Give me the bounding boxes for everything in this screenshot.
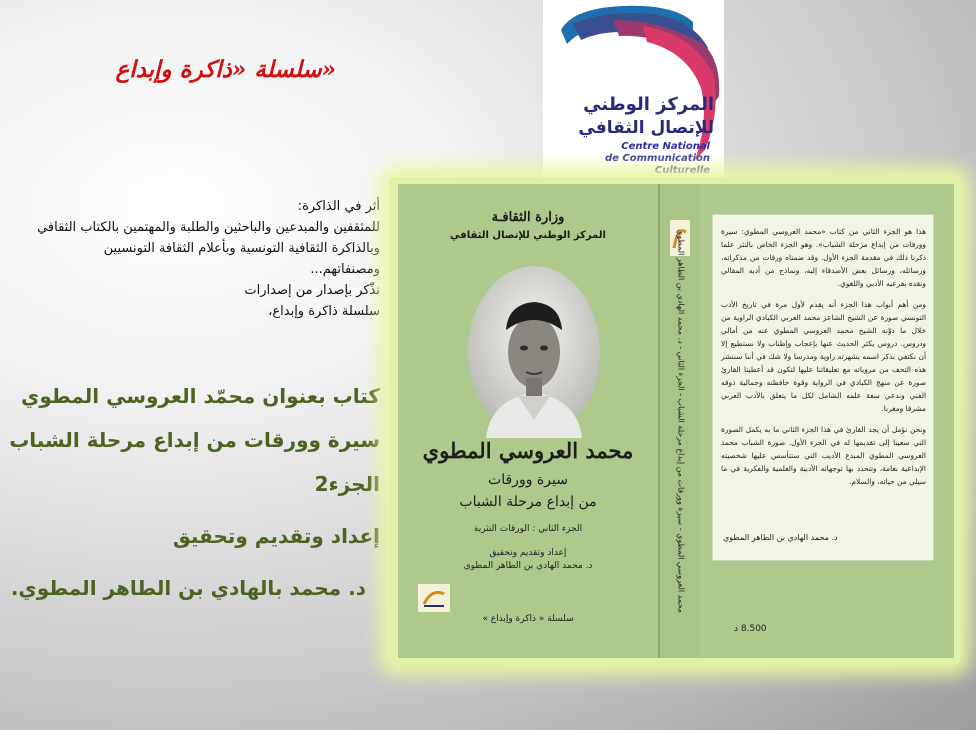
- description-line: ومصنفاتهم...: [310, 262, 380, 277]
- cover-editing-2: د. محمد الهادي بن الطاهر المطوي: [463, 561, 593, 571]
- cover-subtitle-2: من إبداع مرحلة الشباب: [459, 494, 597, 510]
- book-spine: [658, 184, 704, 658]
- logo-french-line2: de Communication: [604, 153, 710, 164]
- logo-arabic-line1: المركز الوطني: [583, 94, 714, 115]
- publisher-logo-icon: [418, 584, 450, 612]
- book-cover-image: [398, 184, 954, 658]
- book-author-line: د. محمد بالهادي بن الطاهر المطوي.: [10, 576, 366, 600]
- description-line: أثر في الذاكرة:: [297, 199, 380, 214]
- back-text-panel: [712, 214, 934, 561]
- series-title: سلسلة «ذاكرة وإبداع»: [115, 56, 336, 83]
- description-line: سلسلة ذاكرة وإبداع،: [268, 304, 380, 319]
- logo-french-line1: Centre National: [621, 141, 710, 152]
- back-signature: د. محمد الهادي بن الطاهر المطوي: [723, 533, 838, 542]
- back-paragraph: ومن أهم أبواب هذا الجزء أنه يقدم لأول مرة في تاريخ الأدب التونسي صورة عن الشيخ الشاعر محمد العربي الكبادي الراوية من خلال ما دوّنه الشيخ محمد العروسي المطوي عنه من أمالي ودروس. دروس يكثر الحديث عنها بإعجاب وإطناب ولا نستطيع إلا أن نكتفي بذكر اسمه بشهرته راوية ومدرسا ولا شك في أننا سننشر هذه التحف من مروياته مع تعليقاتنا عليها لتكون قد أعطينا القارئ صورة عن منهج الكبادي في الرواية وقوة حافظته وجمالية ذوقه الفني وندعي سعة علمه الشامل لكل ما يتعلق بالأدب العربي مشرقا ومغربا.: [721, 300, 926, 413]
- book-part-line: الجزء2: [314, 472, 380, 496]
- back-paragraph: هذا هو الجزء الثاني من كتاب «محمد العروسي المطوي: سيرة وورقات من إبداع مرحلة الشباب». وهو الجزء الخاص بالنثر علما ذكرنا ذلك في مقدمة الجزء الأول. وقد ضمناه ورقات من مذكراته، ورسائله، ورسائل بعض الأصدقاء إليه، ونماذج من أدبه المقالي ونقده بفرعيه الأدبي واللغوي.: [721, 227, 926, 288]
- book-subtitle-line: سيرة وورقات من إبداع مرحلة الشباب: [9, 428, 380, 452]
- cultural-center-logo: [543, 0, 724, 178]
- book-front-cover: [398, 184, 658, 658]
- book-price: 8.500 د: [734, 624, 767, 634]
- cover-subtitle-1: سيرة وورقات: [488, 472, 568, 488]
- book-editing-line: إعداد وتقديم وتحقيق: [172, 524, 380, 548]
- logo-french-line3: Culturelle: [654, 165, 710, 176]
- book-back-cover: [700, 184, 954, 658]
- cover-series: سلسلة « ذاكرة وإبداع »: [482, 614, 574, 624]
- cover-editing-1: إعداد وتقديم وتحقيق: [489, 548, 567, 558]
- description-block: [10, 196, 380, 322]
- logo-arabic-line2: للإتصال الثقافي: [578, 118, 714, 138]
- back-paragraph: ونحن نؤمل أن يجد القارئ في هذا الجزء الثاني ما به يكمل الصورة التي سعينا إلى تقديمها له في الجزء الأول. صورة الشباب محمد العروسي المطوي المبدع الأديب التي ستتأسس عليها شخصيته الإبداعية بعامة، وتتحدد بها توجهاته الأدبية والعلمية والفكرية في ما سيلي من حياته، والسلام.: [721, 425, 926, 486]
- back-text: [721, 225, 926, 496]
- author-portrait: [466, 260, 602, 438]
- description-line: وبالذاكرة الثقافية التونسية وبأعلام الثقافة التونسيين: [103, 241, 380, 256]
- cover-author-name: محمد العروسي المطوي: [422, 438, 634, 463]
- description-line: للمثقفين والمبدعين والباحثين والطلبة والمهتمين بالكتاب الثقافي: [37, 220, 380, 235]
- spine-text: محمد العروسي المطوي - سيرة وورقات من إبداع مرحلة الشباب - الجزء الثاني - د. محمد الهادي بن الطاهر المطوي: [676, 229, 686, 613]
- book-title-line: كتاب بعنوان محمّد العروسي المطوي: [21, 384, 380, 408]
- description-line: نذّكر بإصدار من إصدارات: [244, 283, 380, 298]
- cover-center: المركز الوطني للإتصال الثقافي: [450, 230, 606, 241]
- cover-part: الجزء الثاني : الورقات النثرية: [473, 524, 583, 534]
- cover-ministry: وزارة الثقافـة: [491, 210, 565, 225]
